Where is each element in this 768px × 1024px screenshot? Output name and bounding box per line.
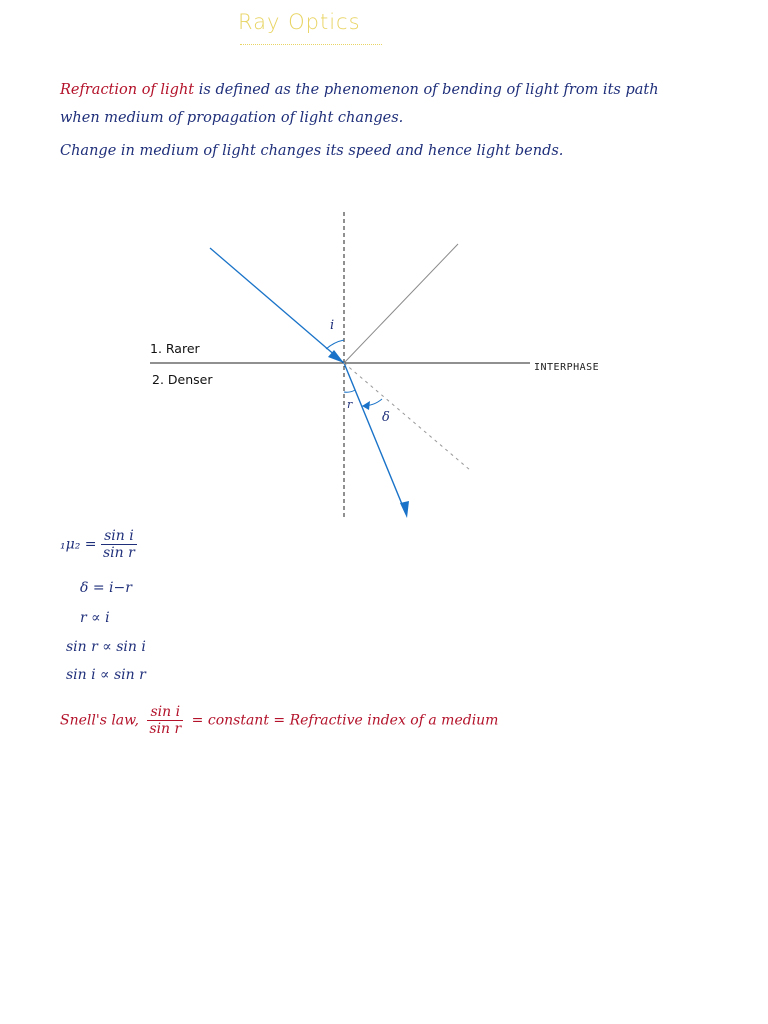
snells-law-line [60,704,498,737]
angle-i-arc [326,340,344,349]
equation-proportional-2: sin r ∝ sin i [66,639,146,655]
refracted-ray [344,363,406,514]
snell-fraction [147,704,183,737]
snell-constant: = constant [191,712,269,729]
label-rarer: 1. Rarer [150,341,200,356]
mu-numerator: sin i [101,528,137,545]
label-angle-r: r [347,398,353,411]
label-denser: 2. Denser [152,372,213,387]
term-refraction: Refraction of light [60,82,195,98]
label-interphase: INTERPHASE [534,362,600,373]
reflected-ray [344,244,458,363]
equation-proportional-3: sin i ∝ sin r [66,667,146,683]
refracted-arrow [400,501,409,518]
snell-label: Snell's law, [60,712,139,729]
intro-line-3: Change in medium of light changes its speed and hence light bends. [60,143,564,159]
undeviated-extension [344,363,470,470]
label-angle-delta: δ [382,410,390,425]
intro-line-2: when medium of propagation of light changes. [60,110,404,126]
mu-denominator: sin r [102,545,135,562]
intro-line-1-rest: is defined as the phenomenon of bending of light from its path [198,82,659,98]
mu-lhs: ₁μ₂ = [60,536,97,553]
mu-fraction [101,528,137,561]
angle-r-arc [344,390,355,392]
equation-deviation: δ = i−r [80,580,132,596]
snell-denominator: sin r [149,721,182,738]
equation-refractive-index [60,528,137,561]
snell-refractive-index: = Refractive index of a medium [273,712,499,729]
equation-proportional-1: r ∝ i [80,610,110,626]
page-title: Ray Optics [238,10,361,34]
snell-numerator: sin i [147,704,183,721]
incident-ray [210,248,344,363]
label-angle-i: i [330,318,335,333]
